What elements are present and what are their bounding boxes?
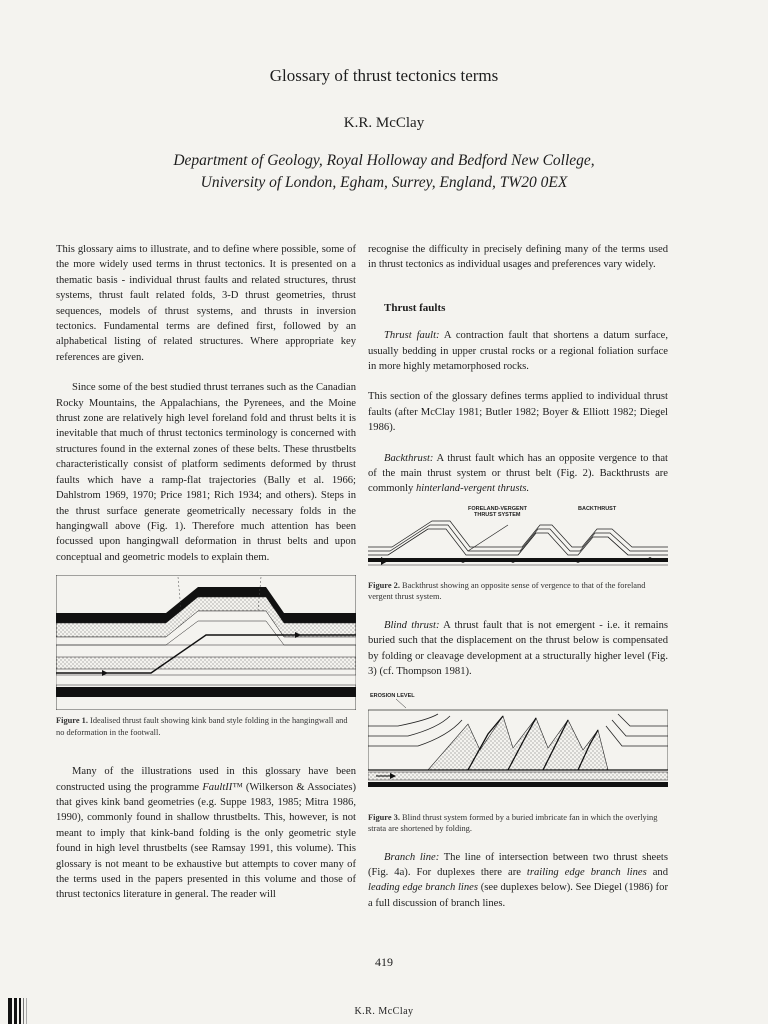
branch-line-definition: Branch line: The line of intersection between two thrust sheets (Fig. 4a). For duplexes there are trailing edge branch lines and leading edge branch lines (see duplexes below). See Diegel (1986) for a full discussion of branch lines. (368, 851, 668, 909)
figure-3-caption-text: Blind thrust system formed by a buried imbricate fan in which the overlying strata are shortened by folding. (368, 812, 658, 833)
left-column (56, 242, 356, 903)
page-number: 419 (375, 955, 393, 969)
right-column (368, 242, 668, 911)
trailing-edge-term: trailing edge branch lines (526, 866, 647, 878)
term-blind-thrust: Blind thrust: (384, 619, 440, 631)
figure-1-caption-text: Idealised thrust fault showing kink band style folding in the hangingwall and no deformation in the footwall. (56, 716, 348, 737)
blind-thrust-definition: Blind thrust: A thrust fault that is not emergent - i.e. it remains buried such that the displacement on the thrust below is compensated by folding or cleavage development at a structurally higher level (Fig. 3) (cf. Thompson 1981). (368, 619, 668, 678)
illustrations-paragraph: Many of the illustrations used in this glossary have been constructed using the programme FaultII™ (Wilkerson & Associates) that gives kink band geometries (e.g. Suppe 1983, 1985; Mitra 1986, 1990), commonly found in shallow thrustbelts. This, however, is not meant to imply that kink-band folding is the only geometric style found in high level thrustbelts (see Ramsay 1991, this volume). This glossary is not meant to be exhaustive but attempts to cover many of the terms used in the papers presented in this volume and those of thrust tectonics literature in general. The reader will (56, 766, 357, 901)
section-intro-paragraph: This section of the glossary defines terms applied to individual thrust faults (after McClay 1981; Butler 1982; Boyer & Elliott 1982; Diegel 1986). (368, 391, 668, 434)
program-name: FaultII™ (202, 781, 243, 793)
figure-3-diagram (368, 690, 668, 800)
hinterland-vergent-term: hinterland-vergent thrusts. (415, 483, 530, 495)
thrustbelt-paragraph: Since some of the best studied thrust terranes such as the Canadian Rocky Mountains, the Appalachians, the Pyrenees, and the Moine thrust zone are relatively high level foreland fold and thrust belts it is inevitable that much of thrust tectonics terminology is concerned with structures found in the external zones of these belts. These thrustbelts characteristically consist of platform sediments deformed by thrust faults which have a ramp-flat trajectories (Bally et al. 1966; Dahlstrom 1969, 1970; Price 1981; Rich 1934; and others). Steps in the thrust surface generate geometrically necessary folds in the hangingwall above (Fig. 1). Therefore much attention has been focussed upon hangingwall deformation in thrust belts and upon conceptual and geometric models to explain them. (56, 382, 356, 563)
continuation-paragraph: recognise the difficulty in precisely defining many of the terms used in thrust tectonics as individual usages and preferences vary widely. (368, 244, 668, 271)
figure-1-caption (56, 715, 356, 738)
figure-2-label-thrust-system: THRUST SYSTEM (474, 511, 521, 518)
figure-2-caption-text: Backthrust showing an opposite sense of vergence to that of the foreland vergent thrust system. (368, 580, 646, 602)
author-name: K.R. McClay (343, 115, 425, 131)
figure-3-caption (368, 812, 668, 835)
paper-title: Glossary of thrust tectonics terms (269, 66, 499, 85)
running-head: K.R. McClay (354, 1006, 414, 1017)
intro-paragraph: This glossary aims to illustrate, and to define where possible, some of the more widely used terms in thrust tectonics. It is presented on a thematic basis - individual thrust faults and related structures, thrust systems, thrust fault related folds, 3-D thrust geometries, thrust sequences, models of thrust systems, and thrusts in inversion tectonics. Fundamental terms are defined first, followed by an alphabetical listing of related structures. Where appropriate key references are given. (56, 244, 356, 363)
term-backthrust: Backthrust: (384, 452, 434, 464)
leading-edge-term: leading edge branch lines (368, 882, 478, 894)
figure-1-caption-label: Figure 1. (56, 716, 88, 726)
affiliation-line-2: University of London, Egham, Surrey, England, TW20 0EX (200, 174, 568, 191)
figure-1-diagram (56, 575, 356, 710)
figure-2-caption-label: Figure 2. (368, 580, 400, 590)
affiliation (0, 150, 768, 194)
figure-3-caption-label: Figure 3. (368, 812, 400, 822)
term-branch-line: Branch line: (384, 851, 440, 863)
affiliation-line-1: Department of Geology, Royal Holloway and Bedford New College, (173, 152, 595, 169)
figure-2-label-backthrust: BACKTHRUST (578, 505, 617, 512)
backthrust-definition: Backthrust: A thrust fault which has an opposite vergence to that of the main thrust system or thrust belt (Fig. 2). Backthrusts are commonly hinterland-vergent thrusts. (368, 452, 668, 495)
section-heading-thrust-faults: Thrust faults (384, 301, 446, 314)
figure-3-label-erosion-level: EROSION LEVEL (370, 692, 415, 699)
thrust-fault-definition: Thrust fault: A contraction fault that shortens a datum surface, usually bedding in upper crustal rocks or a regional foliation surface in more highly metamorphosed rocks. (368, 330, 668, 373)
term-thrust-fault: Thrust fault: (384, 330, 440, 342)
figure-2-diagram (368, 503, 668, 575)
figure-2-caption (368, 580, 668, 603)
figure-2-label-foreland: FORELAND-VERGENT (468, 505, 527, 512)
